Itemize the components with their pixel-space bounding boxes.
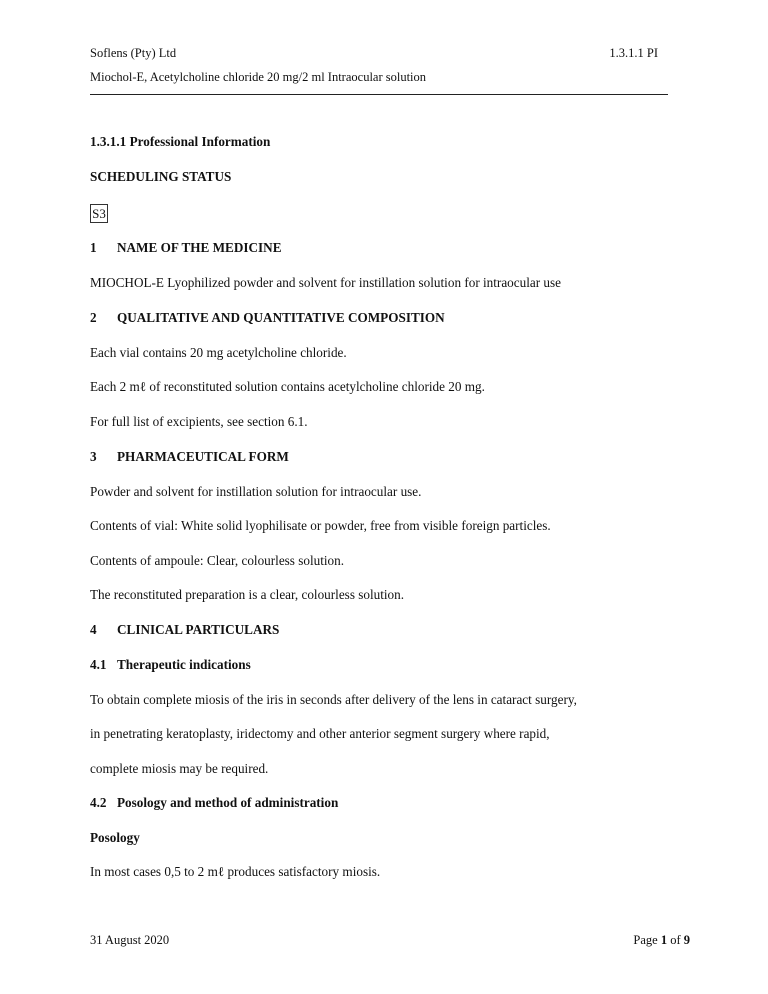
section-4-1-line-1: To obtain complete miosis of the iris in seconds after delivery of the lens in cataract surgery,: [90, 692, 577, 707]
section-4-2-title: Posology and method of administration: [117, 795, 339, 810]
section-4-2-number: 4.2: [90, 795, 107, 810]
section-4-1-line-2: in penetrating keratoplasty, iridectomy and other anterior segment surgery where rapid,: [90, 726, 550, 741]
scheduling-heading: SCHEDULING STATUS: [90, 169, 232, 184]
section-4-1-number: 4.1: [90, 657, 107, 672]
footer-page-number: [633, 933, 690, 948]
header-divider: [90, 94, 668, 95]
section-3-paragraph-1: Powder and solvent for instillation solution for intraocular use.: [90, 484, 422, 499]
footer-page-word: Page: [633, 933, 658, 947]
section-4-2-heading: [90, 795, 338, 811]
footer-page-total: 9: [683, 933, 690, 947]
section-1-paragraph: MIOCHOL-E Lyophilized powder and solvent for instillation solution for intraocular use: [90, 275, 561, 290]
section-4-heading: [90, 622, 279, 638]
footer-date: 31 August 2020: [90, 933, 170, 947]
section-4-1-title: Therapeutic indications: [117, 657, 251, 672]
posology-paragraph: In most cases 0,5 to 2 mℓ produces satisfactory miosis.: [90, 864, 381, 879]
section-4-title: CLINICAL PARTICULARS: [117, 622, 280, 637]
section-3-heading: [90, 449, 289, 465]
page-title: 1.3.1.1 Professional Information: [90, 134, 271, 149]
section-4-number: 4: [90, 622, 97, 637]
section-2-heading: [90, 310, 445, 326]
section-2-number: 2: [90, 310, 97, 325]
header-company: Soflens (Pty) Ltd: [90, 46, 177, 60]
section-2-paragraph-1: Each vial contains 20 mg acetylcholine chloride.: [90, 345, 347, 360]
section-3-paragraph-2: Contents of vial: White solid lyophilisate or powder, free from visible foreign particles.: [90, 518, 551, 533]
header-doc-code: 1.3.1.1 PI: [609, 46, 658, 60]
section-1-title: NAME OF THE MEDICINE: [117, 240, 282, 255]
section-4-1-line-3: complete miosis may be required.: [90, 761, 269, 776]
section-3-paragraph-4: The reconstituted preparation is a clear, colourless solution.: [90, 587, 405, 602]
posology-subheading: Posology: [90, 830, 140, 845]
section-1-heading: [90, 240, 282, 256]
section-2-paragraph-2: Each 2 mℓ of reconstituted solution contains acetylcholine chloride 20 mg.: [90, 379, 485, 394]
section-4-1-heading: [90, 657, 251, 673]
section-3-number: 3: [90, 449, 97, 464]
section-1-number: 1: [90, 240, 97, 255]
section-3-paragraph-3: Contents of ampoule: Clear, colourless solution.: [90, 553, 345, 568]
header-product: Miochol-E, Acetylcholine chloride 20 mg/2 ml Intraocular solution: [90, 70, 427, 84]
scheduling-status-badge: S3: [90, 204, 108, 223]
section-2-title: QUALITATIVE AND QUANTITATIVE COMPOSITION: [117, 310, 445, 325]
footer-page-of: of: [670, 933, 681, 947]
section-3-title: PHARMACEUTICAL FORM: [117, 449, 289, 464]
footer-page-current: 1: [660, 933, 668, 947]
section-2-paragraph-3: For full list of excipients, see section 6.1.: [90, 414, 308, 429]
